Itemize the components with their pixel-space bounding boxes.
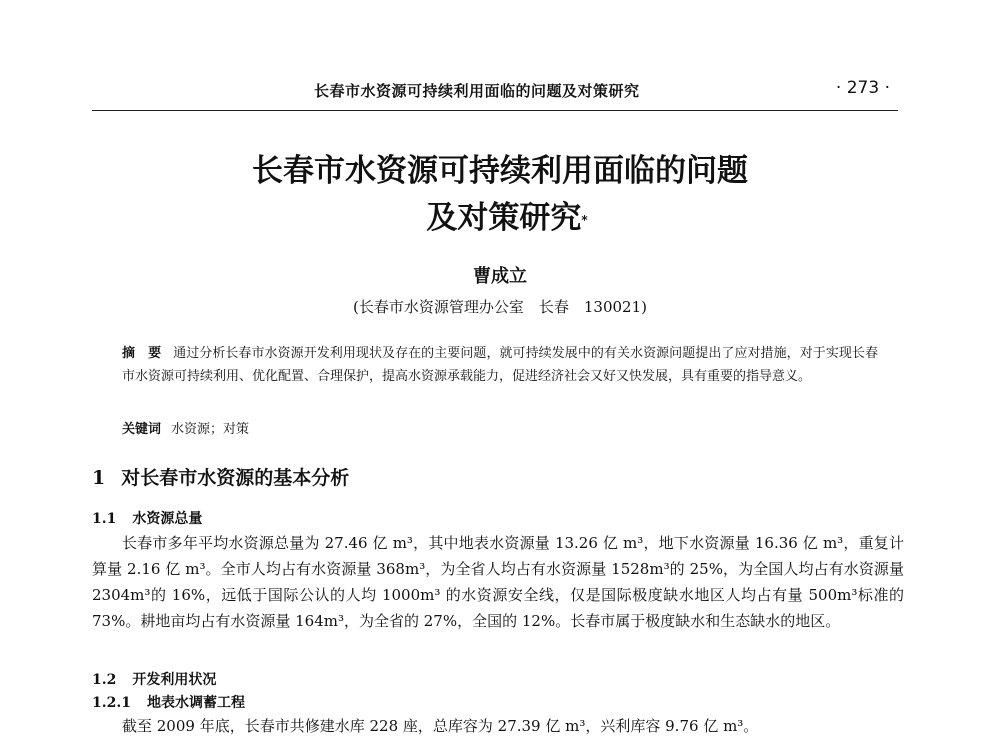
section-number: 1.2.1 [92, 695, 131, 711]
keywords-label: 关键词 [122, 422, 162, 437]
section-title: 水资源总量 [132, 511, 203, 527]
page-number: · 273 · [835, 78, 890, 98]
abstract-text: 通过分析长春市水资源开发利用现状及存在的主要问题，就可持续发展中的有关水资源问题提出了应对措施，对于实现长春市水资源可持续利用、优化配置、合理保护，提高水资源承载能力，促进经济社会又好又快发展，具有重要的指导意义。 [122, 346, 878, 384]
title-footnote-mark: * [581, 213, 588, 227]
section-title: 对长春市水资源的基本分析 [121, 467, 350, 489]
section-title: 开发利用状况 [132, 672, 217, 688]
section-1-1-heading [92, 508, 202, 528]
section-1-1-paragraph [92, 530, 904, 634]
section-number: 1.2 [92, 672, 117, 688]
paragraph-text: 长春市多年平均水资源总量为 27.46 亿 m³，其中地表水资源量 13.26 亿 m³，地下水资源量 16.36 亿 m³，重复计算量 2.16 亿 m³。全市人均占有水资源量 368m³，为全省人均占有水资源量 1528m³的 25%，为全国人均占有水资源量 2304m³的 16%，远低于国际公认的人均 1000m³ 的水资源安全线，仅是国际极度缺水地区人均占有量 500m³标准的 73%。耕地亩均占有水资源量 164m³，为全省的 27%，全国的 12%。长春市属于极度缺水和生态缺水的地区。 [92, 534, 904, 630]
section-number: 1 [92, 467, 106, 489]
running-title: 长春市水资源可持续利用面临的问题及对策研究 [314, 82, 640, 100]
abstract [122, 342, 878, 388]
article-title [0, 148, 1000, 242]
section-1-2-1-heading [92, 692, 245, 712]
section-title: 地表水调蓄工程 [146, 695, 245, 711]
abstract-label: 摘 要 [122, 346, 162, 361]
section-1-2-heading [92, 669, 216, 689]
title-line-2 [0, 195, 1000, 242]
section-1-heading [92, 463, 349, 490]
section-1-2-1-paragraph [92, 713, 904, 739]
paragraph-text: 截至 2009 年底，长春市共修建水库 228 座，总库容为 27.39 亿 m³，兴利库容 9.76 亿 m³。 [122, 717, 759, 735]
keywords [122, 418, 249, 437]
running-header [92, 78, 898, 108]
title-line-1: 长春市水资源可持续利用面临的问题 [252, 153, 748, 189]
title-line-2-text: 及对策研究 [426, 200, 582, 236]
header-rule [92, 110, 898, 111]
section-number: 1.1 [92, 511, 117, 527]
keywords-text: 水资源；对策 [171, 422, 250, 437]
affiliation: (长春市水资源管理办公室 长春 130021) [353, 298, 647, 316]
author: 曹成立 [473, 266, 527, 287]
